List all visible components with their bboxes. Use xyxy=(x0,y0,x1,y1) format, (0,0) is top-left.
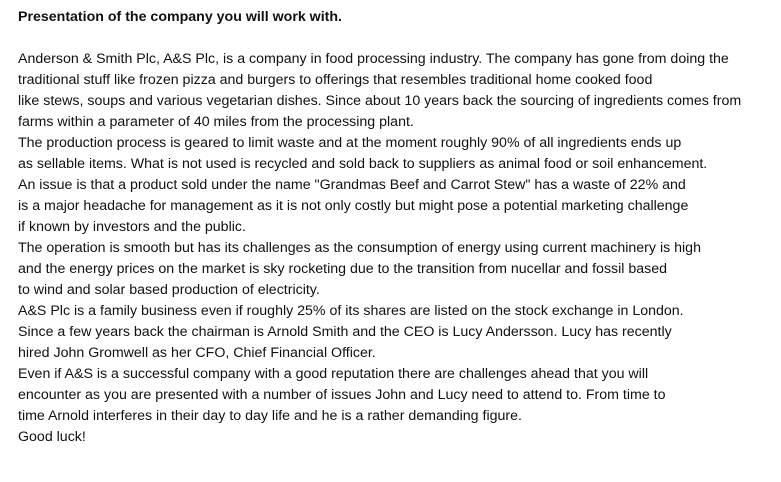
text-line: farms within a parameter of 40 miles from the processing plant. xyxy=(18,114,414,130)
document-title: Presentation of the company you will work with. xyxy=(18,9,342,25)
text-line: and the energy prices on the market is sky rocketing due to the transition from nucellar and fossil based xyxy=(18,261,668,277)
text-line: encounter as you are presented with a number of issues John and Lucy need to attend to. From time to xyxy=(18,387,666,403)
blank-line xyxy=(18,28,778,49)
text-line: Since a few years back the chairman is Arnold Smith and the CEO is Lucy Andersson. Lucy has recently xyxy=(18,324,672,340)
text-line: like stews, soups and various vegetarian dishes. Since about 10 years back the sourcing of ingredients comes from xyxy=(18,93,742,109)
text-line: is a major headache for management as it is not only costly but might pose a potential marketing challenge xyxy=(18,198,689,214)
text-line: traditional stuff like frozen pizza and burgers to offerings that resembles traditional home cooked food xyxy=(18,72,653,88)
closing-line: Good luck! xyxy=(18,429,86,445)
text-line: Even if A&S is a successful company with a good reputation there are challenges ahead that you will xyxy=(18,366,649,382)
text-line: Anderson & Smith Plc, A&S Plc, is a company in food processing industry. The company has gone from doing the xyxy=(18,51,729,67)
text-line: The production process is geared to limit waste and at the moment roughly 90% of all ingredients ends up xyxy=(18,135,682,151)
text-line: An issue is that a product sold under the name "Grandmas Beef and Carrot Stew" has a waste of 22% and xyxy=(18,177,686,193)
document-body xyxy=(18,7,778,448)
text-line: if known by investors and the public. xyxy=(18,219,246,235)
text-line: as sellable items. What is not used is recycled and sold back to suppliers as animal food or soil enhancement. xyxy=(18,156,708,172)
text-line: to wind and solar based production of electricity. xyxy=(18,282,320,298)
text-line: A&S Plc is a family business even if roughly 25% of its shares are listed on the stock exchange in London. xyxy=(18,303,684,319)
text-line: The operation is smooth but has its challenges as the consumption of energy using current machinery is high xyxy=(18,240,701,256)
text-line: hired John Gromwell as her CFO, Chief Financial Officer. xyxy=(18,345,376,361)
text-line: time Arnold interferes in their day to day life and he is a rather demanding figure. xyxy=(18,408,522,424)
